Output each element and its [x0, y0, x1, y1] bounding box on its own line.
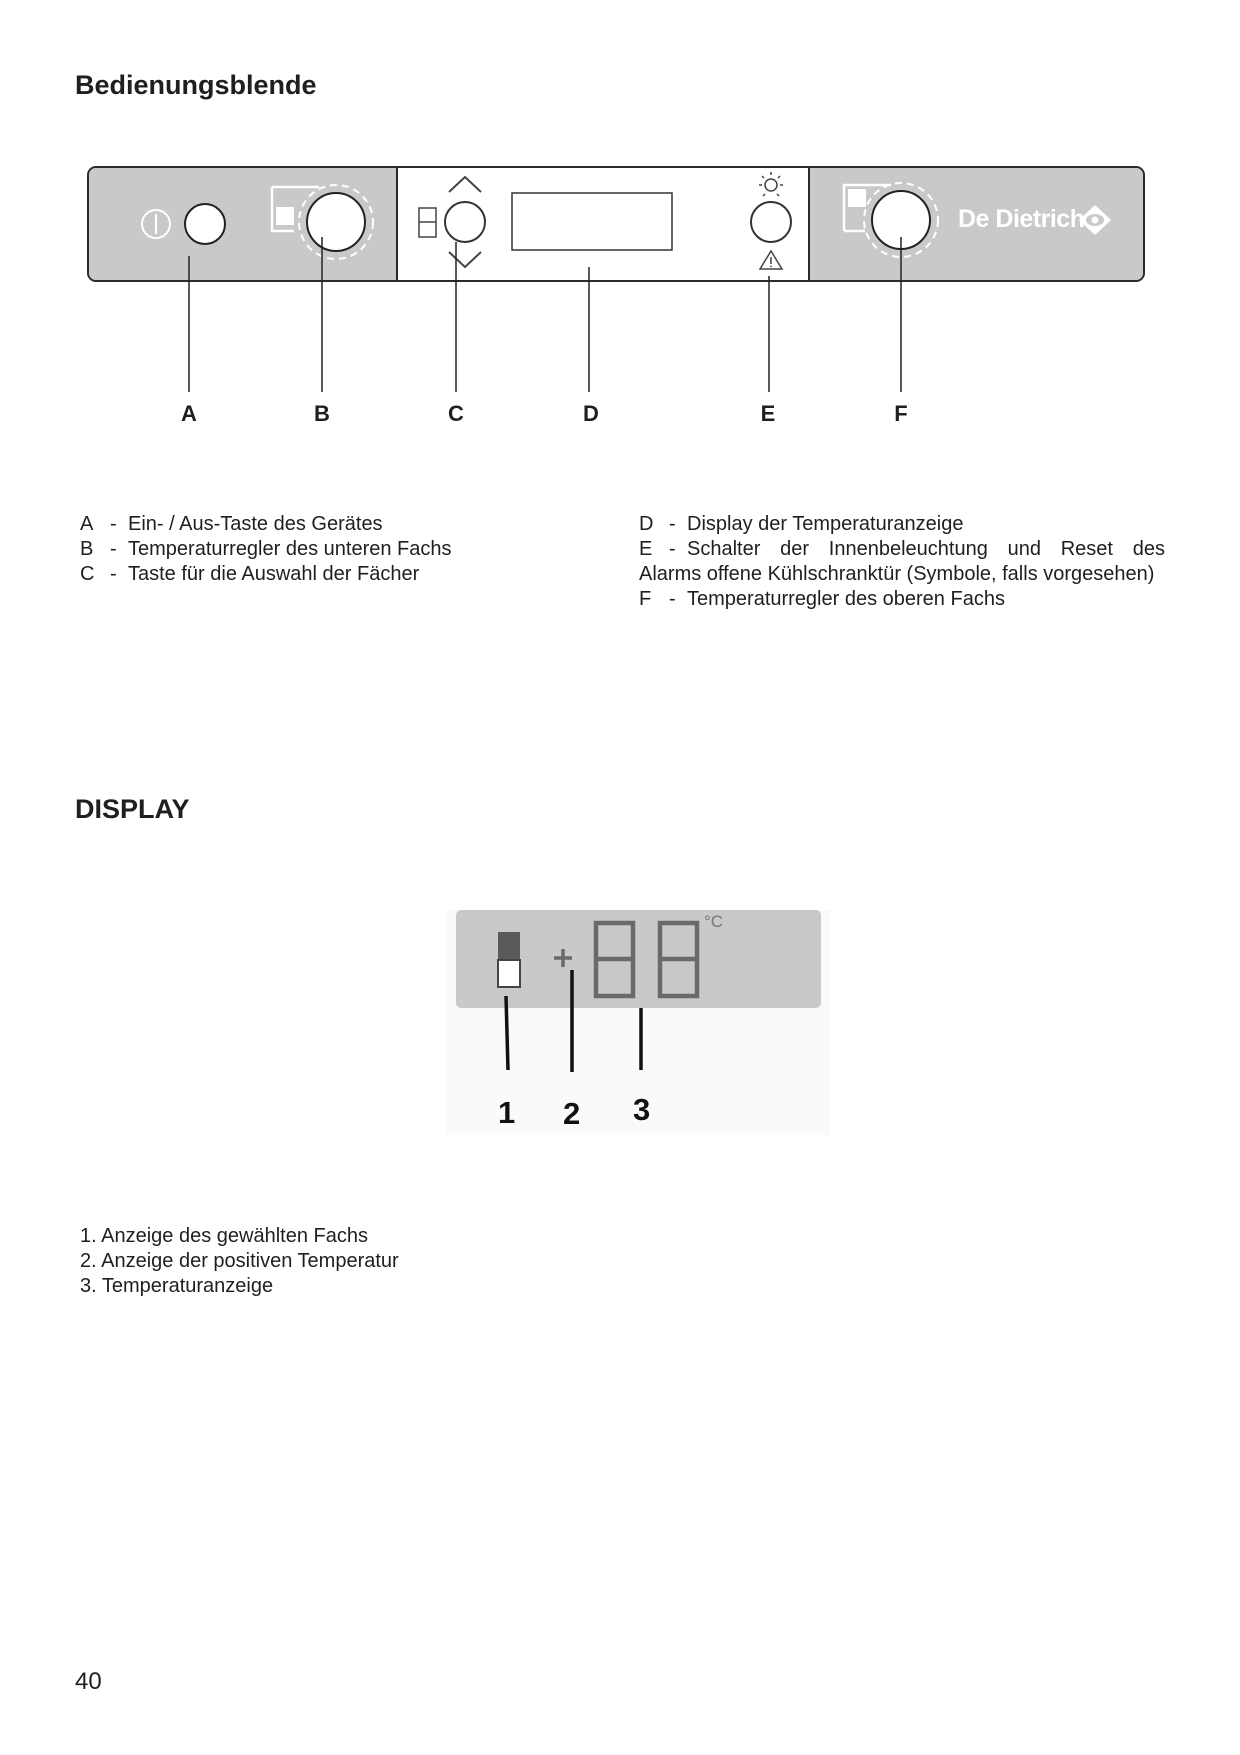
legend-text: Schalter der Innenbeleuchtung und Reset des: [687, 538, 1165, 560]
callout-label-f: F: [894, 401, 908, 426]
legend-item: E - Schalter der Innenbeleuchtung und Reset des: [639, 538, 1165, 560]
callout-label-a: A: [181, 401, 197, 426]
legend-item: C - Taste für die Auswahl der Fächer: [80, 563, 420, 585]
legend-key: C: [80, 563, 95, 585]
legend-item: 1. Anzeige des gewählten Fachs: [80, 1225, 368, 1247]
display-callout-3: 3: [633, 1092, 651, 1127]
brand-logo: De Dietrich: [958, 205, 1085, 233]
legend-item-continued: [639, 562, 1165, 587]
legend-key: F: [639, 588, 652, 610]
display-callout-1: 1: [498, 1095, 516, 1130]
legend-item: 2. Anzeige der positiven Temperatur: [80, 1250, 399, 1272]
panel-callout-lines: [0, 0, 1240, 460]
section-title-display: DISPLAY: [75, 794, 190, 824]
legend-text: Alarms offene Kühlschranktür (Symbole, falls vorgesehen): [639, 563, 1155, 585]
legend-item: F - Temperaturregler des oberen Fachs: [639, 588, 1005, 610]
display-legend: [80, 1224, 399, 1299]
celsius-unit-label: °C: [704, 912, 724, 931]
panel-legend-left: [80, 512, 452, 587]
panel-legend-right: [639, 512, 1165, 612]
legend-text: Ein- / Aus-Taste des Gerätes: [128, 513, 383, 535]
display-illustration: [446, 910, 831, 1135]
legend-text: Temperaturregler des oberen Fachs: [687, 588, 1005, 610]
compartment-indicator-icon: [498, 932, 520, 987]
display-callout-2: 2: [563, 1096, 581, 1131]
legend-text: Taste für die Auswahl der Fächer: [128, 563, 420, 585]
callout-label-d: D: [583, 401, 599, 426]
callout-label-e: E: [760, 401, 776, 426]
section-title-panel: Bedienungsblende: [75, 70, 317, 100]
callout-label-b: B: [314, 401, 330, 426]
legend-text: Display der Temperaturanzeige: [687, 513, 964, 535]
legend-key: E: [639, 538, 653, 560]
legend-item: 3. Temperaturanzeige: [80, 1275, 274, 1297]
callout-label-c: C: [448, 401, 464, 426]
legend-item: B - Temperaturregler des unteren Fachs: [80, 538, 452, 560]
legend-key: B: [80, 538, 94, 560]
legend-item: D - Display der Temperaturanzeige: [639, 513, 964, 535]
page-number: 40: [75, 1668, 102, 1695]
legend-key: A: [80, 513, 94, 535]
legend-key: D: [639, 513, 654, 535]
legend-text: Temperaturregler des unteren Fachs: [128, 538, 452, 560]
legend-item: A - Ein- / Aus-Taste des Gerätes: [80, 513, 383, 535]
